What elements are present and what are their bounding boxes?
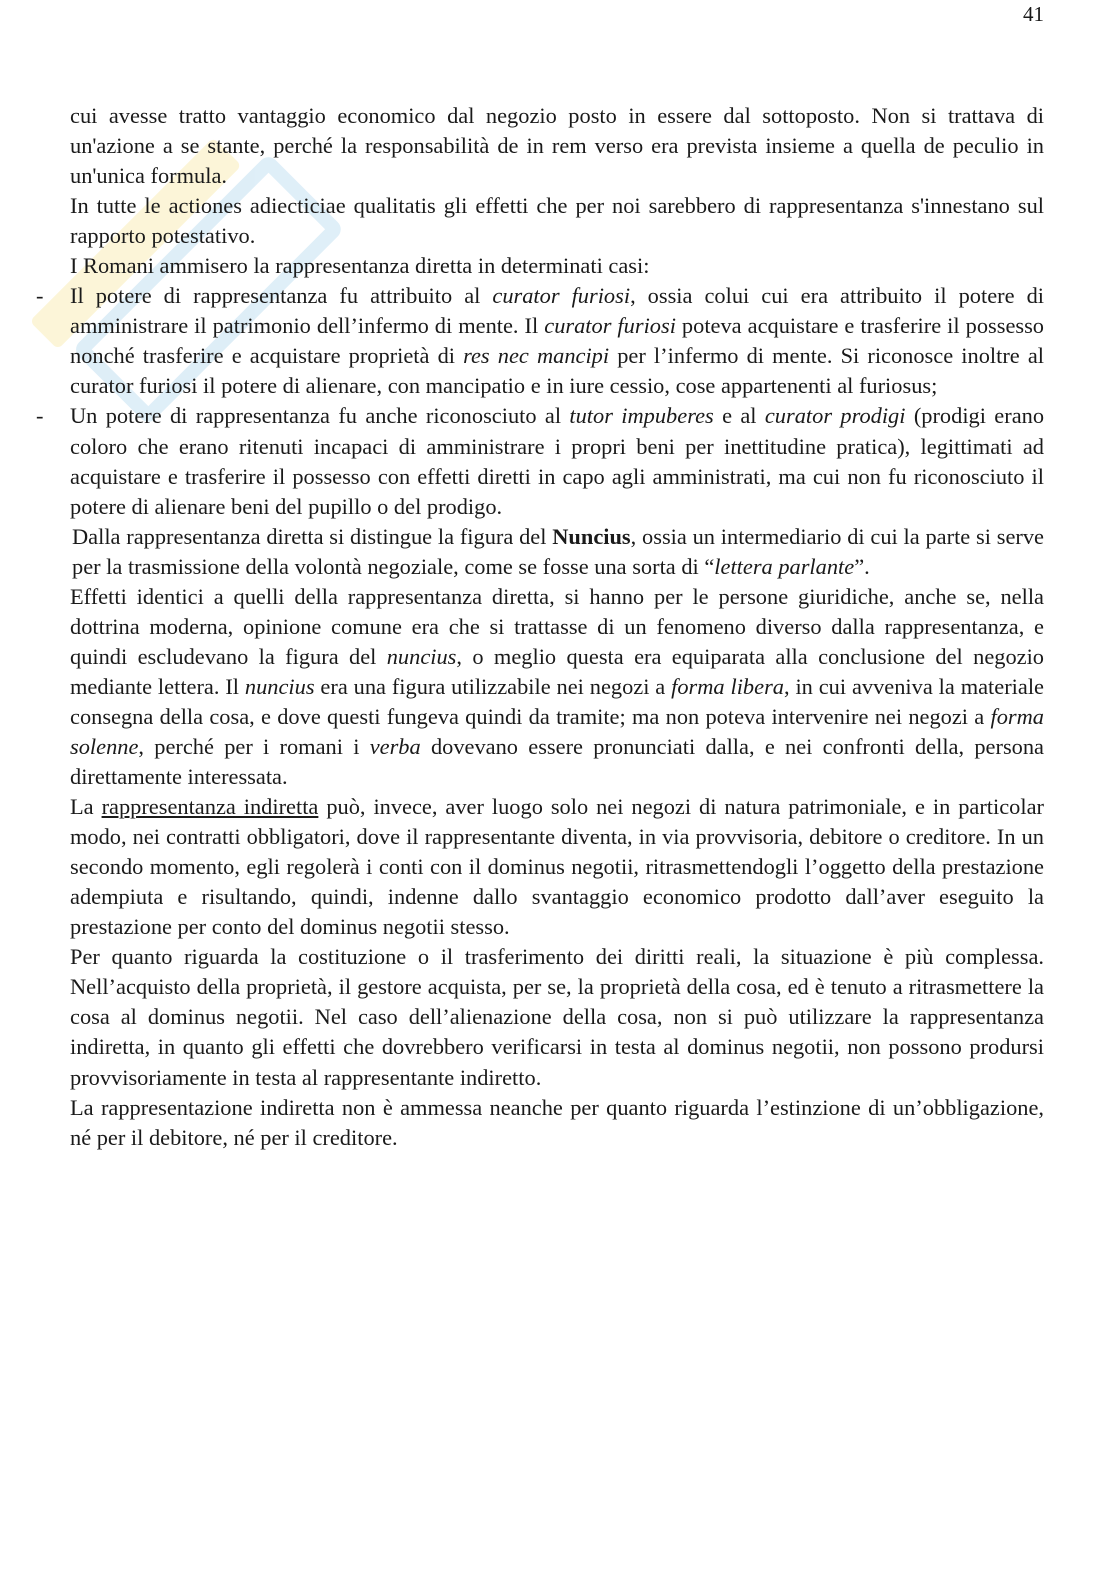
bold-term: Nuncius <box>552 523 631 549</box>
paragraph: In tutte le actiones adiecticiae qualitatis gli effetti che per noi sarebbero di rappresentanza s'innestano sul rapporto potestativo. <box>70 193 1044 249</box>
list-item <box>36 281 1045 401</box>
italic-term: forma solenne <box>70 703 1044 759</box>
text-run: Un potere di rappresentanza fu anche riconosciuto al <box>70 403 570 429</box>
paragraph: La rappresentazione indiretta non è ammessa neanche per quanto riguarda l’estinzione di un’obbligazione, né per il debitore, né per il creditore. <box>70 1094 1044 1150</box>
text-run: Effetti identici a quelli della rappresentanza diretta, si hanno per le persone giuridiche, anche se, nella dottrina moderna, opinione comune era che si trattasse di un fenomeno diverso dalla rappresentanza, e quindi escludevano la figura del <box>70 583 1044 669</box>
text-run: per l’infermo di mente. Si riconosce inoltre al curator furiosi il potere di alienare, con mancipatio e in iure cessio, cose appartenenti al furiosus; <box>70 343 1044 399</box>
text-run: poteva acquistare e trasferire il possesso nonché trasferire e acquistare proprietà di <box>70 313 1045 369</box>
text-run: dovevano essere pronunciati dalla, e nei confronti della, persona direttamente interessata. <box>70 733 1044 790</box>
list-item <box>36 401 1045 521</box>
page-number: 41 <box>1023 2 1044 26</box>
text-run: , o meglio questa era equiparata alla conclusione del negozio mediante lettera. Il <box>70 643 1044 699</box>
text-run: e al <box>713 403 765 429</box>
italic-term: curator furiosi <box>492 283 631 309</box>
italic-term: verba <box>369 733 421 759</box>
italic-term: forma libera <box>671 673 784 699</box>
italic-term: nuncius <box>386 643 457 669</box>
paragraph: I Romani ammisero la rappresentanza diretta in determinati casi: <box>70 253 650 279</box>
text-run: può, invece, aver luogo solo nei negozi di natura patrimoniale, e in particolar modo, nei contratti obbligatori, dove il rappresentante diventa, in via provvisoria, debitore o creditore. In un secondo momento, egli regolerà i conti con il dominus negotii, ritrasmettendogli l’oggetto della prestazione adempiuta e risultando, quindi, indenne dallo svantaggio economico prodotto dall’aver eseguito la prestazione per conto del dominus negotii stesso. <box>70 794 1044 940</box>
text-run: , perché per i romani i <box>138 733 370 759</box>
italic-term: res nec mancipi <box>463 343 610 369</box>
underlined-term: rappresentanza indiretta <box>101 794 319 820</box>
text-run: , in cui avveniva la materiale consegna della cosa, e dove questi fungeva quindi da tramite; ma non poteva intervenire nei negozi a <box>70 673 1044 729</box>
paragraph <box>70 522 1044 582</box>
list-dash: - <box>36 403 44 429</box>
text-run: Il potere di rappresentanza fu attribuito al <box>70 283 493 309</box>
paragraph <box>70 792 1044 942</box>
paragraph: cui avesse tratto vantaggio economico dal negozio posto in essere dal sottoposto. Non si trattava di un'azione a se stante, perché la responsabilità de in rem verso era prevista insieme a quella de peculio in un'unica formula. <box>70 103 1044 189</box>
text-run: La <box>70 794 102 820</box>
document-body <box>36 101 1045 1153</box>
paragraph: Per quanto riguarda la costituzione o il trasferimento dei diritti reali, la situazione è più complessa. Nell’acquisto della proprietà, il gestore acquista, per se, la proprietà della cosa, ed è tenuto a ritrasmettere la cosa al dominus negotii. Nel caso dell’alienazione della cosa, non si può utilizzare la rappresentanza indiretta, in quanto gli effetti che dovrebbero verificarsi in testa al dominus negotii, non possono prodursi provvisoriamente in testa al rappresentante indiretto. <box>70 944 1044 1090</box>
italic-term: lettera parlante <box>714 553 855 579</box>
list-dash: - <box>36 283 44 309</box>
text-run: Dalla rappresentanza diretta si distingue la figura del <box>72 523 553 549</box>
text-run: (prodigi erano coloro che erano ritenuti incapaci di amministrare i propri beni per inettitudine pratica), legittimati ad acquistare e trasferire il possesso con effetti diretti in capo agli amministrati, ma cui non fu riconosciuto il potere di alienare beni del pupillo o del prodigo. <box>70 403 1045 519</box>
italic-term: curator prodigi <box>764 403 906 429</box>
italic-term: tutor impuberes <box>569 403 714 429</box>
italic-term: nuncius <box>244 673 315 699</box>
text-run: ”. <box>854 553 870 579</box>
text-run: , ossia un intermediario di cui la parte si serve per la trasmissione della volontà negoziale, come se fosse una sorta di “ <box>72 523 1044 579</box>
italic-term: curator furiosi <box>544 313 676 339</box>
text-run: , ossia colui cui era attribuito il potere di amministrare il patrimonio dell’infermo di mente. Il <box>70 283 1044 339</box>
paragraph <box>70 582 1044 792</box>
text-run: era una figura utilizzabile nei negozi a <box>314 673 672 699</box>
